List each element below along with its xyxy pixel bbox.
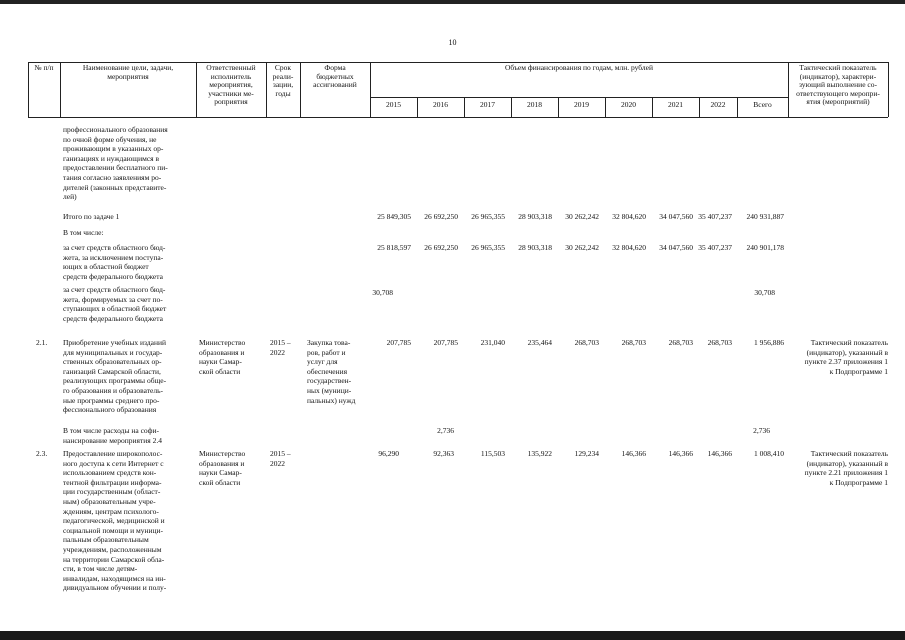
value-2018: 28 903,318 [518, 243, 552, 252]
value-total: 240 901,178 [746, 243, 784, 252]
value-2016: 92,363 [433, 449, 454, 458]
row-indicator: Тактический показатель (индикатор), указанный в пункте 2.21 приложения 1 к Подпрограмме 1 [804, 449, 888, 487]
year-label: 2019 [574, 100, 589, 109]
value-2015: 25 849,305 [377, 212, 411, 221]
header-bottom-rule [28, 117, 888, 118]
value-2015: 207,785 [386, 338, 411, 347]
row-indicator: Тактический показатель (индикатор), указанный в пункте 2.37 приложения 1 к Подпрограмме 1 [804, 338, 888, 376]
value-2021: 146,366 [668, 449, 693, 458]
header-term: Срок реали- зации, годы [272, 63, 294, 98]
row-label: Итого по задаче 1 [63, 212, 120, 221]
value-2015: 30,708 [372, 288, 393, 297]
page-number: 10 [448, 38, 457, 47]
row-label: В том числе расходы на софи- нансирование мероприятия 2.4 [63, 426, 162, 445]
year-label: 2018 [527, 100, 542, 109]
value-2022: 35 407,237 [698, 243, 732, 252]
value-2020: 146,366 [621, 449, 646, 458]
row-label: за счет средств областного бюд- жета, формируемых за счет по- ступающих в областной бюджет средств федерального бюджета [63, 285, 167, 323]
year-label: 2015 [386, 100, 401, 109]
value-2018: 28 903,318 [518, 212, 552, 221]
row-label: Предоставление широкополос- ного доступа к сети Интернет с использованием средств кон- тентной фильтрации информа- ции государственным (област- ным) образовательным учре- ждениям, центрам психолого- педагогической, медицинской и социальной помощи и муници- пальным образовательным учреждениям, расположенным на территории Самарской обла- сти, в том числе детям- инвалидам, находящимся на ин- дивидуальном обучении и полу- [63, 449, 167, 593]
value-2016: 26 692,250 [424, 212, 458, 221]
bottom-border [0, 631, 905, 640]
value-2018: 135,922 [527, 449, 552, 458]
value-2020: 32 804,620 [612, 212, 646, 221]
year-label: 2022 [710, 100, 726, 109]
value-total: 30,708 [754, 288, 775, 297]
header-funding: Объем финансирования по годам, млн. рублей [504, 63, 654, 72]
year-label: 2020 [621, 100, 636, 109]
value-2021: 34 047,560 [659, 243, 693, 252]
header-name: Наименование цели, задачи, мероприятия [82, 63, 174, 81]
row-responsible: Министерство образования и науки Самар- ской области [199, 449, 246, 487]
row-number: 2.1. [36, 338, 48, 347]
row-form: Закупка това- ров, работ и услуг для обеспечения государствен- ных (муници- пальных) нужд [307, 338, 356, 405]
year-label: 2016 [433, 100, 448, 109]
value-2018: 235,464 [527, 338, 552, 347]
header-num: № п/п [34, 63, 54, 72]
value-2015: 25 818,597 [377, 243, 411, 252]
value-2017: 26 965,355 [471, 243, 505, 252]
row-label: В том числе: [63, 228, 104, 237]
row-term: 2015 – 2022 [270, 449, 291, 468]
value-total: 240 931,887 [746, 212, 784, 221]
col-rule [888, 62, 889, 117]
value-2021: 268,703 [668, 338, 693, 347]
continuation-text: профессионального образования по очной форме обучения, не проживающим в указанных ор- ганизациях и нуждающимся в предоставлении бесплатного пи- тания согласно заявлениям ро- дителей (законных представите- лей) [63, 125, 168, 202]
header-form: Форма бюджетных ассигнований [313, 63, 357, 89]
row-responsible: Министерство образования и науки Самар- ской области [199, 338, 246, 376]
row-number: 2.3. [36, 449, 48, 458]
year-label-total: Всего [753, 100, 772, 109]
value-total: 1 956,886 [754, 338, 784, 347]
header-responsible: Ответственный исполнитель мероприятия, участники ме- роприятия [206, 63, 256, 106]
year-label: 2017 [480, 100, 495, 109]
value-2017: 26 965,355 [471, 212, 505, 221]
value-2016: 207,785 [433, 338, 458, 347]
value-2019: 268,703 [574, 338, 599, 347]
row-label: Приобретение учебных изданий для муниципальных и государ- ственных образовательных ор- ганизаций Самарской области, реализующих программы обще- го образования и образователь- ные программы среднего про- фессионального образования [63, 338, 167, 415]
value-2017: 115,503 [480, 449, 505, 458]
value-2021: 34 047,560 [659, 212, 693, 221]
value-2019: 129,234 [574, 449, 599, 458]
value-2015: 96,290 [378, 449, 399, 458]
value-2022: 268,703 [707, 338, 732, 347]
row-label: за счет средств областного бюд- жета, за исключением поступа- ющих в областной бюджет средств федерального бюджета [63, 243, 166, 281]
value-2020: 32 804,620 [612, 243, 646, 252]
value-2019: 30 262,242 [565, 243, 599, 252]
year-label: 2021 [668, 100, 683, 109]
value-2022: 146,366 [707, 449, 732, 458]
years-rule [370, 97, 788, 98]
header-indicator: Тактический показатель (индикатор), характери- зующий выполнение со- ответствующего меропри- ятия (мероприятий) [796, 63, 880, 106]
value-2022: 35 407,237 [698, 212, 732, 221]
value-2019: 30 262,242 [565, 212, 599, 221]
value-total: 1 008,410 [754, 449, 784, 458]
value-2016: 26 692,250 [424, 243, 458, 252]
value-2016: 2,736 [437, 426, 454, 435]
value-2020: 268,703 [621, 338, 646, 347]
value-2017: 231,040 [480, 338, 505, 347]
row-term: 2015 – 2022 [270, 338, 291, 357]
top-border [0, 0, 905, 4]
value-total: 2,736 [753, 426, 770, 435]
